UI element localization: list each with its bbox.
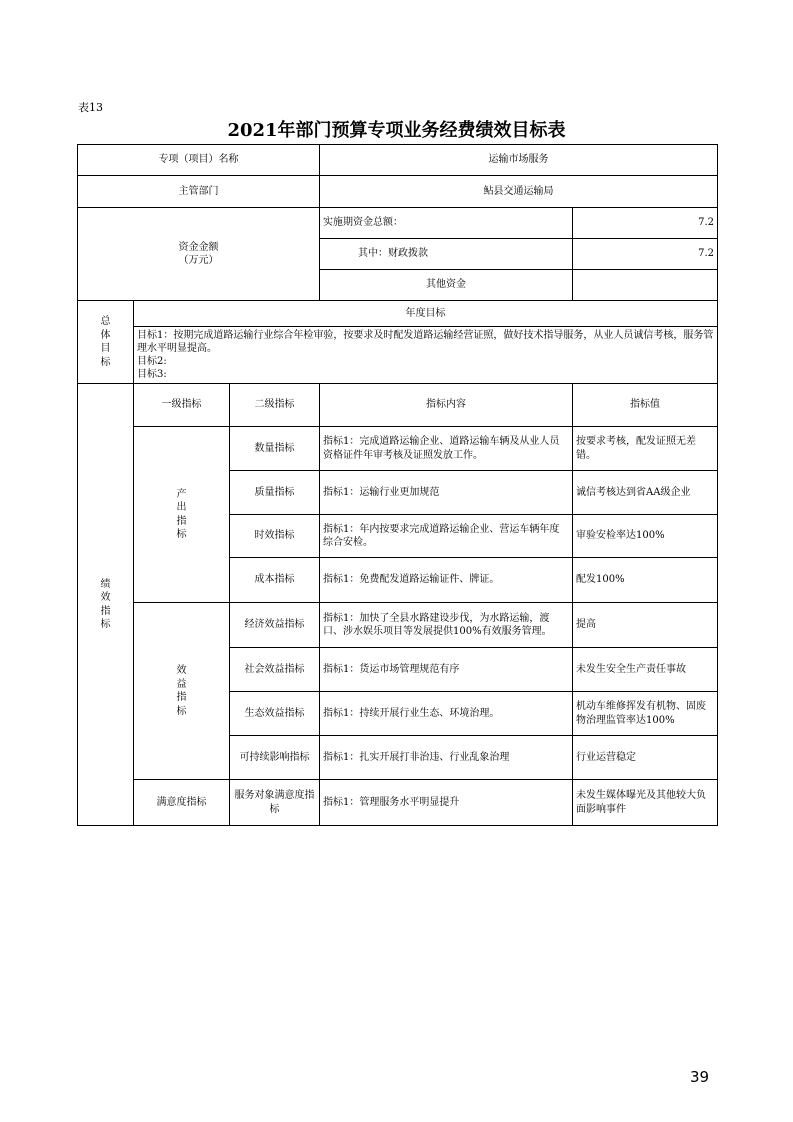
output-char: 标 (176, 529, 187, 540)
performance-char: 绩 (100, 578, 111, 590)
indicator-row (78, 427, 718, 471)
funds-total-label: 实施期资金总额： (320, 208, 573, 239)
indicator-content: 指标1：免费配发道路运输证件、牌证。 (320, 558, 573, 603)
benefit-char: 标 (176, 705, 187, 717)
satisfaction-indicator-label: 满意度指标 (134, 780, 230, 826)
col-content-header: 指标内容 (320, 384, 573, 427)
page-title: 2021年部门预算专项业务经费绩效目标表 (227, 120, 566, 141)
social-benefit-indicator: 社会效益指标 (230, 648, 320, 692)
page-number: 39 (690, 1068, 710, 1086)
annual-goal-header: 年度目标 (134, 301, 718, 327)
indicator-value: 配发100% (573, 558, 718, 603)
goal-1: 目标1：按期完成道路运输行业综合年检审验，按要求及时配发道路运输经营证照，做好技术指导服务，从业人员诚信考核，服务管理水平明显提高。 (137, 330, 714, 354)
indicator-row (78, 780, 718, 826)
goal-3: 目标3: (137, 369, 167, 380)
performance-char: 指 (100, 605, 111, 617)
quality-indicator: 质量指标 (230, 471, 320, 515)
indicator-header-row (78, 384, 718, 427)
goal-2: 目标2: (137, 356, 167, 367)
col-level2-header: 二级指标 (230, 384, 320, 427)
performance-char: 效 (100, 592, 111, 603)
indicator-value: 提高 (573, 603, 718, 648)
benefit-char: 指 (176, 692, 187, 703)
indicator-content: 指标1：年内按要求完成道路运输企业、营运车辆年度综合安检。 (320, 515, 573, 558)
funds-label-line2: （万元） (178, 255, 219, 266)
overall-goal-char: 体 (100, 329, 111, 341)
funds-label-line1: 资金金额 (178, 241, 219, 253)
overall-goal-label (78, 301, 134, 384)
output-char: 产 (176, 488, 187, 500)
indicator-value: 未发生媒体曝光及其他较大负面影响事件 (573, 780, 718, 826)
annual-goal-header-row (78, 301, 718, 327)
economic-benefit-indicator: 经济效益指标 (230, 603, 320, 648)
funds-total-value: 7.2 (573, 208, 718, 239)
funds-label (78, 208, 320, 301)
indicator-content: 指标1：运输行业更加规范 (320, 471, 573, 515)
department-value: 鲇县交通运输局 (320, 176, 718, 208)
service-satisfaction-indicator: 服务对象满意度指标 (230, 780, 320, 826)
benefit-indicator-label (134, 603, 230, 780)
annual-goal-content-row (78, 327, 718, 384)
funds-other-label: 其他资金 (320, 270, 573, 301)
indicator-value: 未发生安全生产责任事故 (573, 648, 718, 692)
funds-fiscal-label: 其中：财政拨款 (320, 239, 573, 270)
funds-fiscal-value: 7.2 (573, 239, 718, 270)
cost-indicator: 成本指标 (230, 558, 320, 603)
performance-char: 标 (100, 619, 111, 630)
ecological-benefit-indicator: 生态效益指标 (230, 692, 320, 736)
output-char: 指 (176, 515, 187, 527)
col-value-header: 指标值 (573, 384, 718, 427)
indicator-row (78, 603, 718, 648)
indicator-content: 指标1：加快了全县水路建设步伐，为水路运输，渡口、涉水娱乐项目等发展提供100%有效服务管理。 (320, 603, 573, 648)
indicator-content: 指标1：完成道路运输企业、道路运输车辆及从业人员资格证件年审考核及证照发放工作。 (320, 427, 573, 471)
indicator-value: 机动车维修挥发有机物、固废物治理监管率达100% (573, 692, 718, 736)
timeliness-indicator: 时效指标 (230, 515, 320, 558)
sustainability-indicator: 可持续影响指标 (230, 736, 320, 780)
quantity-indicator: 数量指标 (230, 427, 320, 471)
performance-indicator-label (78, 384, 134, 826)
department-row (78, 176, 718, 208)
project-name-row (78, 145, 718, 176)
funds-other-value (573, 270, 718, 301)
col-level1-header: 一级指标 (134, 384, 230, 427)
indicator-content: 指标1：货运市场管理规范有序 (320, 648, 573, 692)
indicator-value: 按要求考核，配发证照无差错。 (573, 427, 718, 471)
overall-goal-char: 总 (100, 316, 111, 327)
indicator-content: 指标1：持续开展行业生态、环境治理。 (320, 692, 573, 736)
project-name-value: 运输市场服务 (320, 145, 718, 176)
benefit-char: 效 (176, 665, 187, 676)
table-number: 表13 (78, 101, 103, 114)
output-indicator-label (134, 427, 230, 603)
funds-total-row (78, 208, 718, 239)
indicator-content: 指标1：扎实开展打非治违、行业乱象治理 (320, 736, 573, 780)
overall-goal-char: 标 (100, 356, 111, 368)
indicator-value: 诚信考核达到省AA级企业 (573, 471, 718, 515)
department-label: 主管部门 (78, 176, 320, 208)
performance-target-table (77, 144, 718, 826)
benefit-char: 益 (176, 678, 187, 690)
project-name-label: 专项（项目）名称 (78, 145, 320, 176)
indicator-value: 行业运营稳定 (573, 736, 718, 780)
annual-goal-content (134, 327, 718, 384)
output-char: 出 (176, 502, 187, 513)
indicator-value: 审验安检率达100% (573, 515, 718, 558)
indicator-content: 指标1：管理服务水平明显提升 (320, 780, 573, 826)
overall-goal-char: 目 (100, 343, 111, 354)
